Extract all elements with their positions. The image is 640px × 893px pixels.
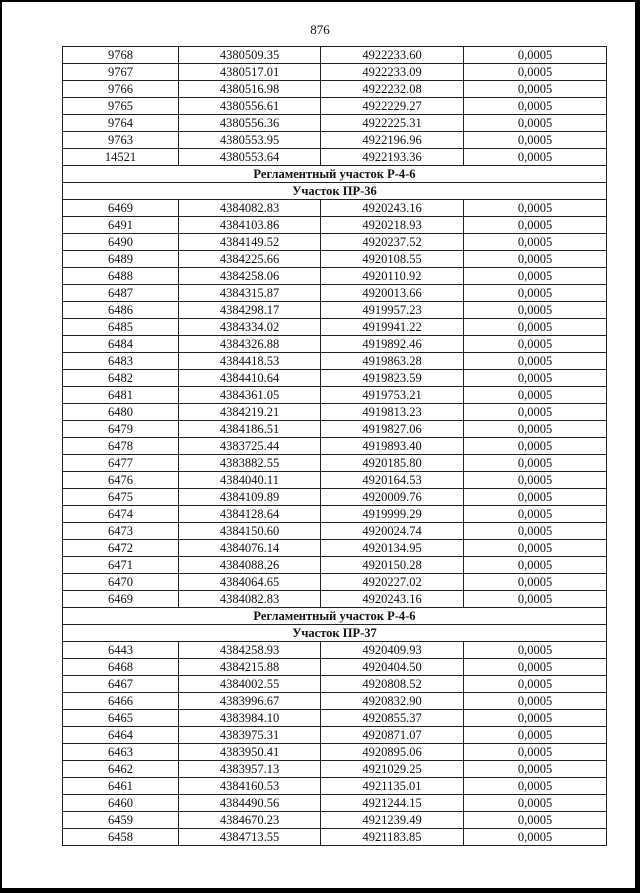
- accuracy-cell: 0,0005: [464, 778, 607, 795]
- point-number-cell: 6481: [63, 387, 179, 404]
- table-row: [63, 353, 607, 370]
- accuracy-cell: 0,0005: [464, 81, 607, 98]
- point-number-cell: 6472: [63, 540, 179, 557]
- coordinates-table: [62, 46, 607, 846]
- accuracy-cell: 0,0005: [464, 829, 607, 846]
- table-row: [63, 829, 607, 846]
- accuracy-cell: 0,0005: [464, 506, 607, 523]
- x-coordinate-cell: 4380517.01: [179, 64, 321, 81]
- accuracy-cell: 0,0005: [464, 217, 607, 234]
- section-header-row: [63, 183, 607, 200]
- x-coordinate-cell: 4383950.41: [179, 744, 321, 761]
- accuracy-cell: 0,0005: [464, 591, 607, 608]
- x-coordinate-cell: 4384225.66: [179, 251, 321, 268]
- y-coordinate-cell: 4921239.49: [321, 812, 464, 829]
- x-coordinate-cell: 4384160.53: [179, 778, 321, 795]
- y-coordinate-cell: 4919863.28: [321, 353, 464, 370]
- x-coordinate-cell: 4384334.02: [179, 319, 321, 336]
- section-header-row: [63, 166, 607, 183]
- x-coordinate-cell: 4384298.17: [179, 302, 321, 319]
- y-coordinate-cell: 4922193.36: [321, 149, 464, 166]
- x-coordinate-cell: 4384103.86: [179, 217, 321, 234]
- point-number-cell: 6479: [63, 421, 179, 438]
- table-row: [63, 506, 607, 523]
- point-number-cell: 9768: [63, 47, 179, 64]
- y-coordinate-cell: 4919823.59: [321, 370, 464, 387]
- x-coordinate-cell: 4384082.83: [179, 591, 321, 608]
- point-number-cell: 6462: [63, 761, 179, 778]
- point-number-cell: 6469: [63, 591, 179, 608]
- x-coordinate-cell: 4383957.13: [179, 761, 321, 778]
- y-coordinate-cell: 4920110.92: [321, 268, 464, 285]
- accuracy-cell: 0,0005: [464, 98, 607, 115]
- accuracy-cell: 0,0005: [464, 761, 607, 778]
- x-coordinate-cell: 4380556.36: [179, 115, 321, 132]
- point-number-cell: 6458: [63, 829, 179, 846]
- table-row: [63, 132, 607, 149]
- accuracy-cell: 0,0005: [464, 574, 607, 591]
- point-number-cell: 6484: [63, 336, 179, 353]
- accuracy-cell: 0,0005: [464, 115, 607, 132]
- x-coordinate-cell: 4384128.64: [179, 506, 321, 523]
- x-coordinate-cell: 4380516.98: [179, 81, 321, 98]
- table-row: [63, 812, 607, 829]
- section-header-row: [63, 625, 607, 642]
- point-number-cell: 6478: [63, 438, 179, 455]
- table-row: [63, 81, 607, 98]
- y-coordinate-cell: 4920409.93: [321, 642, 464, 659]
- accuracy-cell: 0,0005: [464, 421, 607, 438]
- y-coordinate-cell: 4921029.25: [321, 761, 464, 778]
- x-coordinate-cell: 4380509.35: [179, 47, 321, 64]
- point-number-cell: 6470: [63, 574, 179, 591]
- x-coordinate-cell: 4384088.26: [179, 557, 321, 574]
- x-coordinate-cell: 4383975.31: [179, 727, 321, 744]
- point-number-cell: 6464: [63, 727, 179, 744]
- table-row: [63, 200, 607, 217]
- x-coordinate-cell: 4383996.67: [179, 693, 321, 710]
- accuracy-cell: 0,0005: [464, 336, 607, 353]
- accuracy-cell: 0,0005: [464, 455, 607, 472]
- accuracy-cell: 0,0005: [464, 47, 607, 64]
- y-coordinate-cell: 4920237.52: [321, 234, 464, 251]
- accuracy-cell: 0,0005: [464, 744, 607, 761]
- point-number-cell: 6488: [63, 268, 179, 285]
- section-header: Участок ПР-37: [63, 625, 607, 642]
- point-number-cell: 14521: [63, 149, 179, 166]
- point-number-cell: 6490: [63, 234, 179, 251]
- accuracy-cell: 0,0005: [464, 523, 607, 540]
- x-coordinate-cell: 4384076.14: [179, 540, 321, 557]
- point-number-cell: 9764: [63, 115, 179, 132]
- y-coordinate-cell: 4922233.60: [321, 47, 464, 64]
- y-coordinate-cell: 4920108.55: [321, 251, 464, 268]
- table-row: [63, 319, 607, 336]
- table-row: [63, 523, 607, 540]
- point-number-cell: 6467: [63, 676, 179, 693]
- y-coordinate-cell: 4919957.23: [321, 302, 464, 319]
- point-number-cell: 6468: [63, 659, 179, 676]
- accuracy-cell: 0,0005: [464, 234, 607, 251]
- table-row: [63, 727, 607, 744]
- table-row: [63, 472, 607, 489]
- accuracy-cell: 0,0005: [464, 251, 607, 268]
- point-number-cell: 6466: [63, 693, 179, 710]
- table-row: [63, 540, 607, 557]
- x-coordinate-cell: 4384361.05: [179, 387, 321, 404]
- table-row: [63, 302, 607, 319]
- accuracy-cell: 0,0005: [464, 268, 607, 285]
- table-row: [63, 387, 607, 404]
- y-coordinate-cell: 4922225.31: [321, 115, 464, 132]
- y-coordinate-cell: 4921244.15: [321, 795, 464, 812]
- accuracy-cell: 0,0005: [464, 710, 607, 727]
- accuracy-cell: 0,0005: [464, 642, 607, 659]
- x-coordinate-cell: 4380553.64: [179, 149, 321, 166]
- y-coordinate-cell: 4920134.95: [321, 540, 464, 557]
- point-number-cell: 6476: [63, 472, 179, 489]
- point-number-cell: 6475: [63, 489, 179, 506]
- y-coordinate-cell: 4920243.16: [321, 200, 464, 217]
- y-coordinate-cell: 4920832.90: [321, 693, 464, 710]
- y-coordinate-cell: 4920227.02: [321, 574, 464, 591]
- table-row: [63, 234, 607, 251]
- y-coordinate-cell: 4920895.06: [321, 744, 464, 761]
- table-row: [63, 268, 607, 285]
- y-coordinate-cell: 4920855.37: [321, 710, 464, 727]
- table-row: [63, 557, 607, 574]
- y-coordinate-cell: 4922229.27: [321, 98, 464, 115]
- point-number-cell: 9765: [63, 98, 179, 115]
- accuracy-cell: 0,0005: [464, 795, 607, 812]
- table-row: [63, 795, 607, 812]
- section-header: Регламентный участок Р-4-6: [63, 166, 607, 183]
- y-coordinate-cell: 4919827.06: [321, 421, 464, 438]
- table-row: [63, 421, 607, 438]
- x-coordinate-cell: 4384082.83: [179, 200, 321, 217]
- accuracy-cell: 0,0005: [464, 438, 607, 455]
- table-row: [63, 404, 607, 421]
- table-row: [63, 64, 607, 81]
- table-row: [63, 115, 607, 132]
- point-number-cell: 6461: [63, 778, 179, 795]
- table-row: [63, 336, 607, 353]
- section-header-row: [63, 608, 607, 625]
- y-coordinate-cell: 4920164.53: [321, 472, 464, 489]
- y-coordinate-cell: 4922196.96: [321, 132, 464, 149]
- point-number-cell: 6459: [63, 812, 179, 829]
- table-row: [63, 642, 607, 659]
- x-coordinate-cell: 4380553.95: [179, 132, 321, 149]
- point-number-cell: 6489: [63, 251, 179, 268]
- accuracy-cell: 0,0005: [464, 319, 607, 336]
- x-coordinate-cell: 4384490.56: [179, 795, 321, 812]
- table-row: [63, 98, 607, 115]
- accuracy-cell: 0,0005: [464, 404, 607, 421]
- point-number-cell: 6465: [63, 710, 179, 727]
- point-number-cell: 6482: [63, 370, 179, 387]
- x-coordinate-cell: 4384186.51: [179, 421, 321, 438]
- accuracy-cell: 0,0005: [464, 693, 607, 710]
- x-coordinate-cell: 4384219.21: [179, 404, 321, 421]
- y-coordinate-cell: 4921135.01: [321, 778, 464, 795]
- accuracy-cell: 0,0005: [464, 676, 607, 693]
- y-coordinate-cell: 4920009.76: [321, 489, 464, 506]
- y-coordinate-cell: 4921183.85: [321, 829, 464, 846]
- y-coordinate-cell: 4920185.80: [321, 455, 464, 472]
- x-coordinate-cell: 4383882.55: [179, 455, 321, 472]
- accuracy-cell: 0,0005: [464, 812, 607, 829]
- point-number-cell: 6474: [63, 506, 179, 523]
- accuracy-cell: 0,0005: [464, 472, 607, 489]
- coordinates-table-body: [63, 47, 607, 846]
- section-header: Участок ПР-36: [63, 183, 607, 200]
- point-number-cell: 6443: [63, 642, 179, 659]
- accuracy-cell: 0,0005: [464, 132, 607, 149]
- point-number-cell: 6477: [63, 455, 179, 472]
- x-coordinate-cell: 4384215.88: [179, 659, 321, 676]
- y-coordinate-cell: 4919892.46: [321, 336, 464, 353]
- x-coordinate-cell: 4384149.52: [179, 234, 321, 251]
- point-number-cell: 6473: [63, 523, 179, 540]
- table-row: [63, 693, 607, 710]
- y-coordinate-cell: 4919753.21: [321, 387, 464, 404]
- accuracy-cell: 0,0005: [464, 557, 607, 574]
- y-coordinate-cell: 4919941.22: [321, 319, 464, 336]
- accuracy-cell: 0,0005: [464, 540, 607, 557]
- accuracy-cell: 0,0005: [464, 387, 607, 404]
- table-row: [63, 285, 607, 302]
- x-coordinate-cell: 4384150.60: [179, 523, 321, 540]
- x-coordinate-cell: 4383725.44: [179, 438, 321, 455]
- point-number-cell: 6486: [63, 302, 179, 319]
- table-row: [63, 659, 607, 676]
- x-coordinate-cell: 4384040.11: [179, 472, 321, 489]
- x-coordinate-cell: 4384258.93: [179, 642, 321, 659]
- table-row: [63, 574, 607, 591]
- point-number-cell: 6460: [63, 795, 179, 812]
- x-coordinate-cell: 4384713.55: [179, 829, 321, 846]
- accuracy-cell: 0,0005: [464, 64, 607, 81]
- table-row: [63, 710, 607, 727]
- x-coordinate-cell: 4384326.88: [179, 336, 321, 353]
- x-coordinate-cell: 4384064.65: [179, 574, 321, 591]
- table-row: [63, 455, 607, 472]
- table-row: [63, 744, 607, 761]
- accuracy-cell: 0,0005: [464, 489, 607, 506]
- x-coordinate-cell: 4384258.06: [179, 268, 321, 285]
- table-row: [63, 370, 607, 387]
- point-number-cell: 6469: [63, 200, 179, 217]
- y-coordinate-cell: 4920024.74: [321, 523, 464, 540]
- point-number-cell: 6463: [63, 744, 179, 761]
- accuracy-cell: 0,0005: [464, 727, 607, 744]
- table-row: [63, 778, 607, 795]
- table-row: [63, 591, 607, 608]
- y-coordinate-cell: 4920218.93: [321, 217, 464, 234]
- x-coordinate-cell: 4384670.23: [179, 812, 321, 829]
- accuracy-cell: 0,0005: [464, 149, 607, 166]
- accuracy-cell: 0,0005: [464, 285, 607, 302]
- point-number-cell: 6480: [63, 404, 179, 421]
- point-number-cell: 6483: [63, 353, 179, 370]
- page-number: 876: [310, 22, 330, 37]
- y-coordinate-cell: 4920404.50: [321, 659, 464, 676]
- section-header: Регламентный участок Р-4-6: [63, 608, 607, 625]
- table-row: [63, 47, 607, 64]
- y-coordinate-cell: 4919893.40: [321, 438, 464, 455]
- accuracy-cell: 0,0005: [464, 370, 607, 387]
- y-coordinate-cell: 4919813.23: [321, 404, 464, 421]
- point-number-cell: 6485: [63, 319, 179, 336]
- table-row: [63, 489, 607, 506]
- accuracy-cell: 0,0005: [464, 353, 607, 370]
- y-coordinate-cell: 4920243.16: [321, 591, 464, 608]
- y-coordinate-cell: 4922233.09: [321, 64, 464, 81]
- y-coordinate-cell: 4920808.52: [321, 676, 464, 693]
- x-coordinate-cell: 4380556.61: [179, 98, 321, 115]
- y-coordinate-cell: 4920013.66: [321, 285, 464, 302]
- y-coordinate-cell: 4920150.28: [321, 557, 464, 574]
- point-number-cell: 9763: [63, 132, 179, 149]
- x-coordinate-cell: 4384315.87: [179, 285, 321, 302]
- table-row: [63, 761, 607, 778]
- y-coordinate-cell: 4922232.08: [321, 81, 464, 98]
- x-coordinate-cell: 4384410.64: [179, 370, 321, 387]
- table-row: [63, 438, 607, 455]
- accuracy-cell: 0,0005: [464, 302, 607, 319]
- point-number-cell: 9766: [63, 81, 179, 98]
- table-row: [63, 676, 607, 693]
- table-row: [63, 251, 607, 268]
- point-number-cell: 6491: [63, 217, 179, 234]
- x-coordinate-cell: 4384002.55: [179, 676, 321, 693]
- x-coordinate-cell: 4384109.89: [179, 489, 321, 506]
- point-number-cell: 9767: [63, 64, 179, 81]
- table-row: [63, 149, 607, 166]
- y-coordinate-cell: 4920871.07: [321, 727, 464, 744]
- accuracy-cell: 0,0005: [464, 659, 607, 676]
- x-coordinate-cell: 4383984.10: [179, 710, 321, 727]
- accuracy-cell: 0,0005: [464, 200, 607, 217]
- point-number-cell: 6487: [63, 285, 179, 302]
- y-coordinate-cell: 4919999.29: [321, 506, 464, 523]
- point-number-cell: 6471: [63, 557, 179, 574]
- x-coordinate-cell: 4384418.53: [179, 353, 321, 370]
- table-row: [63, 217, 607, 234]
